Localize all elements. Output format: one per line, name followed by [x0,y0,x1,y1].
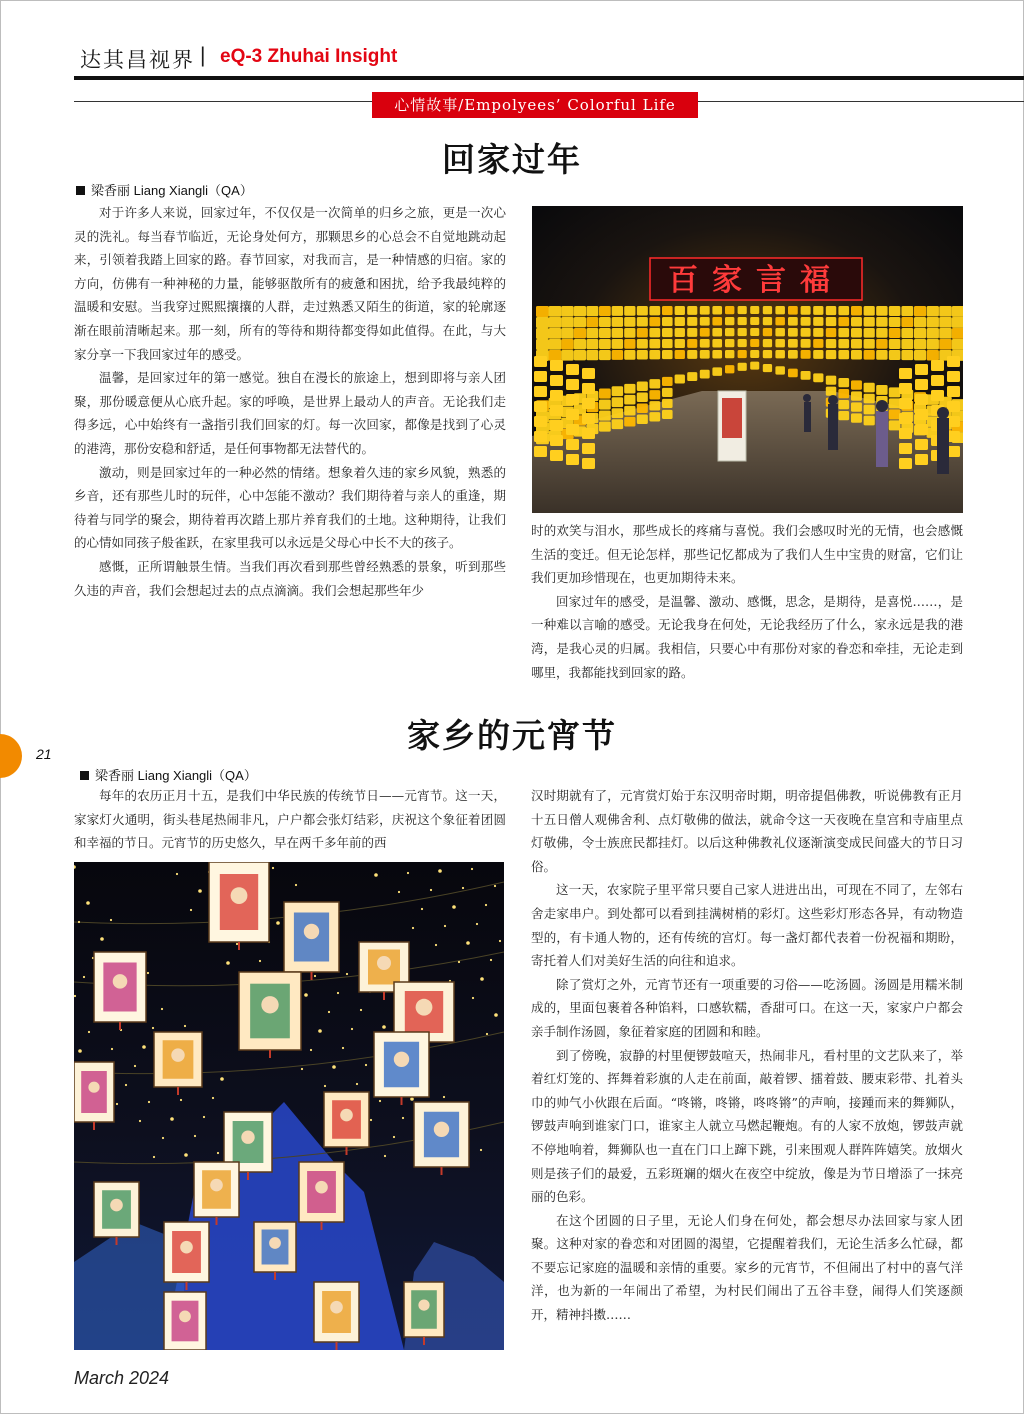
article2-paragraph: 这一天，农家院子里平常只要自己家人进进出出，可现在不同了，左邻右舍走家串户。到处都可以看到挂满树梢的彩灯。这些彩灯形态各异，有动物造型的，有卡通人物的，还有传统的宫灯。每一盏灯都代表着一份祝福和期盼，寄托着人们对美好生活的向往和追求。 [531,882,963,969]
article1-left-column [74,201,506,602]
article1-paragraph: 感慨，正所谓触景生情。当我们再次看到那些曾经熟悉的景象，听到那些久违的声音，我们会想起过去的点点滴滴。我们会想起那些年少 [74,558,506,598]
article2-left-column [74,784,506,855]
page-number: 21 [36,746,52,762]
article2-paragraph: 汉时期就有了，元宵赏灯始于东汉明帝时期，明帝提倡佛教，听说佛教有正月十五日僧人观佛舍利、点灯敬佛的做法，就命令这一天夜晚在皇宫和寺庙里点灯敬佛，令士族庶民都挂灯。以后这种佛教礼仪逐渐演变成民间盛大的节日习俗。 [531,788,963,874]
article2-right-column [531,784,963,1327]
article1-paragraph: 时的欢笑与泪水，那些成长的疼痛与喜悦。我们会感叹时光的无情，也会感慨生活的变迁。但无论怎样，那些记忆都成为了我们人生中宝贵的财富，它们让我们更加珍惜现在，也更加期待未来。 [531,523,963,586]
article2-paragraph: 每年的农历正月十五，是我们中华民族的传统节日——元宵节。这一天，家家灯火通明，街头巷尾热闹非凡，户户都会张灯结彩，庆祝这个象征着团圆和幸福的节日。元宵节的历史悠久，早在两千多年前的西 [74,788,506,851]
article1-right-column [531,519,963,684]
article2-author: 梁香丽 Liang Xiangli（QA） [95,768,257,783]
lantern-sign-text: 百家言福 [668,263,844,298]
lantern-tunnel-photo [532,206,963,513]
header-separator: | [200,44,206,67]
section-label: 心情故事/Empolyees’ Colorful Life [372,92,698,118]
article1-title: 回家过年 [442,140,582,179]
article2-title: 家乡的元宵节 [407,716,617,755]
article1-byline [76,180,253,199]
article1-paragraph: 回家过年的感受，是温馨、激动、感慨，思念，是期待，是喜悦……，是一种难以言喻的感受。无论我身在何处，无论我经历了什么，家永远是我的港湾，是我心灵的归属。我相信，只要心中有那份对家的眷恋和牵挂，无论走到哪里，我都能找到回家的路。 [531,593,963,680]
issue-date: March 2024 [74,1368,170,1388]
magazine-brand-cn: 达其昌视界 [80,48,195,72]
lantern-festival-photo [74,862,504,1350]
article2-paragraph: 除了赏灯之外，元宵节还有一项重要的习俗——吃汤圆。汤圆是用糯米制成的，里面包裹着各种馅料，口感软糯，香甜可口。在这一天，家家户户都会亲手制作汤圆，象征着家庭的团圆和和睦。 [531,976,963,1039]
byline-square-icon [80,771,89,780]
article2-paragraph: 到了傍晚，寂静的村里便锣鼓喧天，热闹非凡，看村里的文艺队来了，举着红灯笼的、挥舞着彩旗的人走在前面，敲着锣、擂着鼓、腰束彩带、扎着头巾的帅气小伙跟在后面。“咚锵，咚锵，咚咚锵”的声响，接踵而来的舞狮队， 锣鼓声响到谁家门口，谁家主人就立马燃起鞭炮。有的人家不放炮，锣鼓声就不停地响着，舞狮队也一直在门口上蹿下跳，引来围观人群阵阵嬉笑。放烟火则是孩子们的最爱，五彩斑斓的烟火在夜空中绽放，像是为节日增添了一抹亮丽的色彩。 [531,1047,963,1205]
article1-paragraph: 温馨，是回家过年的第一感觉。独自在漫长的旅途上，想到即将与亲人团聚，那份暖意便从心底升起。家的呼唤，是世界上最动人的声音。无论我们走得多远，心中始终有一盏指引我们回家的灯。每一次回家，都像是找到了心灵的港湾，那份安稳和舒适，是任何事物都无法替代的。 [74,370,506,456]
byline-square-icon [76,186,85,195]
article1-paragraph: 对于许多人来说，回家过年，不仅仅是一次简单的归乡之旅，更是一次心灵的洗礼。每当春节临近，无论身处何方，那颗思乡的心总会不自觉地跳动起来，引领着我踏上回家的路。春节回家，对我而言，是一种情感的归宿。家的方向，仿佛有一种神秘的力量，能够驱散所有的疲惫和困扰，给予我最纯粹的温暖和安慰。当我穿过熙熙攘攘的人群，走过熟悉又陌生的街道，家的轮廓逐渐在眼前清晰起来。那一刻，所有的等待和期待都变得如此值得。在此，与大家分享一下我回家过年的感受。 [74,205,506,362]
article1-author: 梁香丽 Liang Xiangli（QA） [91,183,253,198]
article2-paragraph: 在这个团圆的日子里，无论人们身在何处，都会想尽办法回家与家人团聚。这种对家的眷恋和对团圆的渴望，它提醒着我们，无论生活多么忙碌，都不要忘记家庭的温暖和亲情的重要。家乡的元宵节，不但闹出了村中的喜气洋洋，也为新的一年闹出了希望，为村民们闹出了五谷丰登，闹得人们笑逐颜开，精神抖擞…… [531,1212,963,1323]
magazine-brand-en: eQ-3 Zhuhai Insight [220,46,398,67]
article2-byline [80,765,257,784]
header-rule-thick [74,76,1024,80]
article1-paragraph: 激动，则是回家过年的一种必然的情绪。想象着久违的家乡风貌，熟悉的乡音，还有那些儿时的玩伴，心中怎能不激动？我们期待着与亲人的重逢，期待着与同学的聚会，期待着再次踏上那片养育我们的土地。这种期待，让我们的心情如同孩子般雀跃，在家里我可以永远是父母心中长不大的孩子。 [74,464,506,551]
